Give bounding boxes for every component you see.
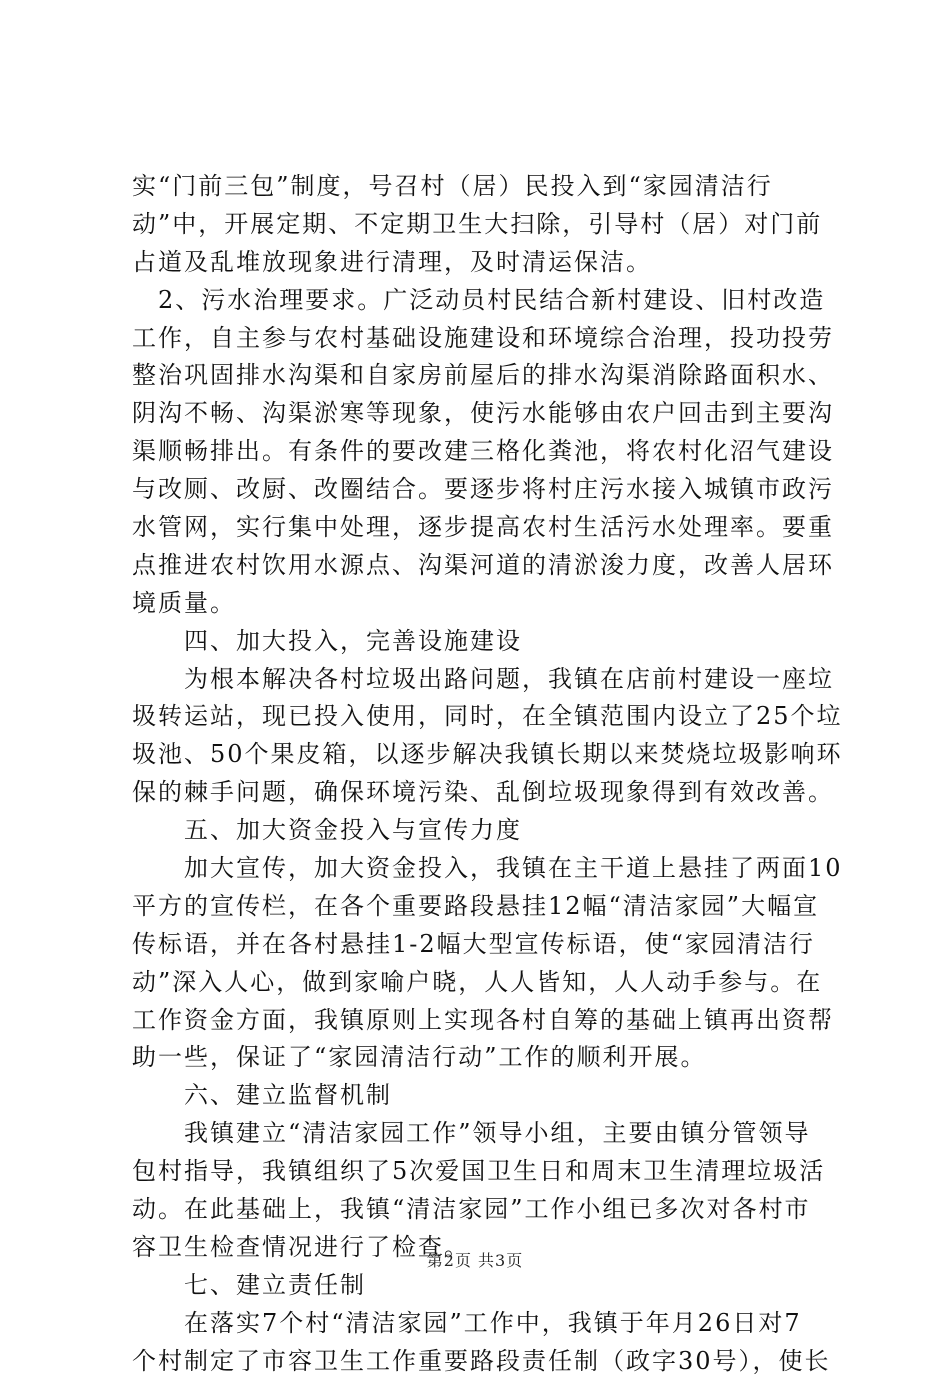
text-line: 在落实7个村“清洁家园”工作中，我镇于年月26日对7 xyxy=(132,1308,802,1337)
text-line: 境质量。 xyxy=(132,588,236,617)
text-line: 整治巩固排水沟渠和自家房前屋后的排水沟渠消除路面积水、 xyxy=(132,361,834,390)
text-line: 我镇建立“清洁家园工作”领导小组，主要由镇分管领导 xyxy=(132,1119,811,1148)
text-line: 平方的宣传栏，在各个重要路段悬挂12幅“清洁家园”大幅宣 xyxy=(132,891,820,920)
text-line: 圾转运站，现已投入使用，同时，在全镇范围内设立了25个垃 xyxy=(132,702,843,731)
text-line: 点推进农村饮用水源点、沟渠河道的清淤浚力度，改善人居环 xyxy=(132,550,834,579)
text-line: 动。在此基础上，我镇“清洁家园”工作小组已多次对各村市 xyxy=(132,1195,811,1224)
text-line: 实“门前三包”制度，号召村（居）民投入到“家园清洁行 xyxy=(132,172,773,200)
text-line: 五、加大资金投入与宣传力度 xyxy=(132,816,522,845)
text-line: 为根本解决各村垃圾出路问题，我镇在店前村建设一座垃 xyxy=(132,664,834,693)
text-line: 容卫生检查情况进行了检查。 xyxy=(132,1232,470,1261)
text-line: 阴沟不畅、沟渠淤寒等现象，使污水能够由农户回击到主要沟 xyxy=(132,399,834,428)
text-line: 水管网，实行集中处理，逐步提高农村生活污水处理率。要重 xyxy=(132,513,834,542)
text-line: 动”中，开展定期、不定期卫生大扫除，引导村（居）对门前 xyxy=(132,209,823,238)
text-line: 与改厕、改厨、改圈结合。要逐步将村庄污水接入城镇市政污 xyxy=(132,475,834,504)
text-line: 四、加大投入，完善设施建设 xyxy=(132,626,522,655)
text-line: 传标语，并在各村悬挂1-2幅大型宣传标语，使“家园清洁行 xyxy=(132,929,815,958)
text-line: 保的棘手问题，确保环境污染、乱倒垃圾现象得到有效改善。 xyxy=(132,778,834,807)
text-line: 工作资金方面，我镇原则上实现各村自筹的基础上镇再出资帮 xyxy=(132,1005,834,1034)
text-line: 包村指导，我镇组织了5次爱国卫生日和周末卫生清理垃圾活 xyxy=(132,1157,826,1186)
text-line: 占道及乱堆放现象进行清理，及时清运保洁。 xyxy=(132,247,652,276)
text-line: 助一些，保证了“家园清洁行动”工作的顺利开展。 xyxy=(132,1043,707,1072)
text-line: 渠顺畅排出。有条件的要改建三格化粪池，将农村化沼气建设 xyxy=(132,437,834,466)
document-body xyxy=(132,168,843,1381)
text-line: 圾池、50个果皮箱，以逐步解决我镇长期以来焚烧垃圾影响环 xyxy=(132,740,843,769)
text-line: 2、污水治理要求。广泛动员村民结合新村建设、旧村改造 xyxy=(132,285,826,314)
text-line: 工作，自主参与农村基础设施建设和环境综合治理，投功投劳 xyxy=(132,323,834,352)
text-line: 加大宣传，加大资金投入，我镇在主干道上悬挂了两面10 xyxy=(132,854,843,883)
text-line: 动”深入人心，做到家喻户晓，人人皆知，人人动手参与。在 xyxy=(132,967,823,996)
page-footer: 第2页 共3页 xyxy=(426,1251,524,1270)
text-line: 六、建立监督机制 xyxy=(132,1081,392,1110)
text-line: 个村制定了市容卫生工作重要路段责任制（政字30号），使长 xyxy=(132,1346,831,1375)
text-line: 七、建立责任制 xyxy=(132,1270,366,1299)
